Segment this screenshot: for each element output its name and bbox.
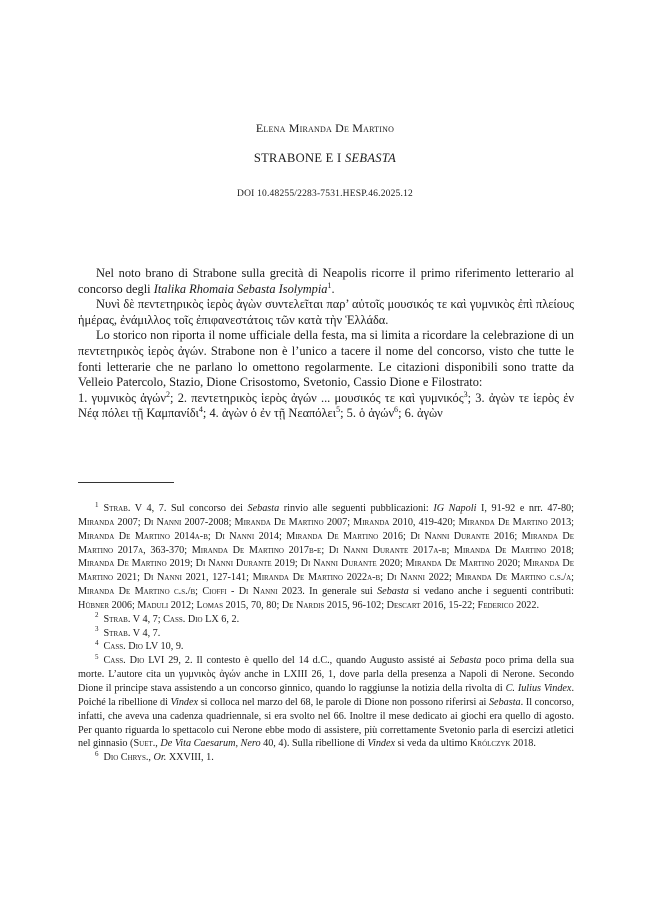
- paragraph-3: Lo storico non riporta il nome ufficiale della festa, ma si limita a ricordare la celebrazione di un πεντετηρικὸς ἱερὸς ἀγών. Strabone non è l’unico a tacere il nome del concorso, visto che tutte le fonti letterarie che ne parlano lo omettono regolarmente. Le citazioni disponibili sono tratte da Velleio Patercolo, Stazio, Dione Crisostomo, Svetonio, Cassio Dione e Filostrato:: [78, 328, 574, 390]
- source-abbrev: Suet.: [133, 738, 156, 750]
- bibliography-refs: Hübner 2006; Maduli 2012; Lomas 2015, 70, 80; De Nardis 2015, 96-102; Descart 2016, 15-22; Federico 2022.: [78, 599, 540, 611]
- source-abbrev: Cass. Dio: [103, 641, 143, 653]
- note-text: V 4, 7. Sul concorso dei: [130, 503, 248, 514]
- note-text: 40, 4). Sulla ribellione di: [260, 738, 368, 750]
- note-italic: IG Napoli: [433, 503, 477, 514]
- cite-5: ; 5. ὁ ἀγών: [340, 406, 395, 421]
- footnote-number: 1: [95, 500, 99, 509]
- footnote-number: 2: [95, 611, 99, 620]
- footnote-2: [78, 613, 574, 627]
- note-text: rinvio alle seguenti pubblicazioni:: [279, 503, 434, 514]
- note-text: In generale sui: [304, 586, 378, 598]
- note-text: si vedano anche i seguenti contributi:: [408, 586, 574, 598]
- cite-4: ; 4. ἀγὼν ὁ ἐν τῇ Νεαπόλει: [202, 406, 337, 421]
- note-italic: Vindex: [170, 696, 199, 708]
- footnote-ref-3: 3: [463, 389, 468, 399]
- title-italic: SEBASTA: [344, 151, 397, 165]
- p1-text: Nel noto brano di Strabone sulla grecità di Neapolis ricorre il primo riferimento letterario al concorso degli: [78, 266, 574, 296]
- doi-line: DOI 10.48255/2283-7531.HESP.46.2025.12: [237, 189, 413, 199]
- footnote-6: [78, 751, 574, 765]
- note-text: ,: [148, 752, 154, 764]
- note-italic: Or.: [153, 752, 167, 764]
- note-text: poco prima della sua morte. L’autore cita un γυμνικὸς ἀγών anche in LXIII 26, 1, dove parla della presenza a Napoli di Nerone. Secondo Dione il principe stava assistendo a un concorso ginnico, quando lo raggiunse la notizia della rivolta di: [78, 655, 574, 694]
- note-text: si veda da ultimo: [395, 738, 471, 750]
- main-text: [78, 266, 574, 422]
- footnote-ref-1: 1: [327, 280, 332, 290]
- source-abbrev: Cass. Dio: [163, 613, 203, 625]
- note-text: . Il concorso, infatti, che aveva una cadenza quadriennale, si era svolto nel 66. Inoltre il mese dedicato ai giochi era quello di agosto. Per quanto riguarda lo spettacolo cui Nerone ebbe modo di assistere, più correttamente Svetonio parla di esercizi atletici nel ginnasio (: [78, 696, 574, 750]
- note-text: XXVIII, 1.: [166, 752, 214, 764]
- title-text: STRABONE E I: [253, 151, 345, 165]
- p1-end: .: [331, 281, 335, 296]
- source-abbrev: Cass. Dio: [103, 655, 145, 667]
- note-text: si colloca nel marzo del 68, le parole di Dione non possono riferirsi ai: [198, 696, 489, 708]
- note-italic: De Vita Caesarum, Nero: [160, 738, 261, 750]
- note-text: .: [533, 738, 536, 750]
- footnote-5: [78, 654, 574, 751]
- bibliography-refs: Miranda 2007; Di Nanni 2007-2008; Miranda De Martino 2007; Miranda 2010, 419-420; Miranda De Martino 2013; Miranda De Martino 2014a-b; Di Nanni 2014; Miranda De Martino 2016; Di Nanni Durante 2016; Miranda De Martino 2017a, 363-370; Miranda De Martino 2017b-e; Di Nanni Durante 2017a-b; Miranda De Martino 2018; Miranda De Martino 2019; Di Nanni Durante 2019; Di Nanni Durante 2020; Miranda De Martino 2020; Miranda De Martino 2021; Di Nanni 2021, 127-141; Miranda De Martino 2022a-b; Di Nanni 2022; Miranda De Martino c.s./a; Miranda De Martino c.s./b; Cioffi - Di Nanni 2023.: [78, 516, 574, 598]
- footnote-number: 4: [95, 639, 99, 648]
- note-italic: Sebasta: [377, 586, 409, 598]
- footnote-1: [78, 502, 574, 613]
- p1-festival-name: Italika Rhomaia Sebasta Isolympia: [153, 281, 328, 296]
- footnote-4: [78, 640, 574, 654]
- footnote-ref-5: 5: [336, 405, 341, 415]
- greek-quote: Νυνὶ δὲ πεντετηρικὸς ἱερὸς ἀγὼν συντελεῖται παρ’ αὐτοῖς μουσικός τε καὶ γυμνικὸς ἐπὶ πλείους ἡμέρας, ἐνάμιλλος τοῖς ἐπιφανεστάτοις τῶν κατὰ τὴν Ἑλλάδα.: [78, 297, 574, 327]
- note-text: . Poiché la ribellione di: [78, 682, 575, 708]
- note-text: LVI 29, 2. Il contesto è quello del 14 d.C., quando Augusto assisté ai: [144, 655, 450, 667]
- note-italic: Vindex: [367, 738, 396, 750]
- author-name: Elena Miranda De Martino: [255, 121, 395, 135]
- note-italic: C. Iulius Vindex: [505, 682, 572, 694]
- cite-2: ; 2. πεντετηρικὸς ἱερὸς ἀγών ... μουσικός τε καὶ γυμνικός: [170, 390, 464, 405]
- cite-6: ; 6. ἀγὼν: [398, 406, 443, 421]
- footnote-ref-2: 2: [166, 389, 171, 399]
- footnote-number: 3: [95, 625, 99, 634]
- footnote-ref-6: 6: [394, 405, 399, 415]
- article-title: [0, 151, 650, 166]
- source-abbrev: Strab.: [103, 613, 131, 625]
- footnote-number: 6: [95, 749, 99, 758]
- source-abbrev: Strab.: [103, 503, 131, 514]
- footnote-number: 5: [95, 652, 99, 661]
- note-italic: Sebasta: [247, 503, 280, 514]
- note-text: V 4, 7;: [130, 613, 164, 625]
- source-abbrev: Strab.: [103, 627, 131, 639]
- footnote-3: [78, 627, 574, 641]
- cite-3: ; 3. ἀγὼν τε ἱερὸς ἐν Νέᾳ πόλει τῇ Καμπανίδι: [78, 390, 575, 421]
- footnotes: [78, 502, 574, 765]
- note-text: I, 91-92 e nrr. 47-80;: [476, 503, 574, 514]
- footnote-separator: [78, 482, 174, 483]
- cite-1: 1. γυμνικὸς ἀγών: [78, 390, 166, 405]
- note-italic: Sebasta: [449, 655, 482, 667]
- source-abbrev: Dio Chrys.: [103, 752, 149, 764]
- footnote-ref-4: 4: [198, 405, 203, 415]
- note-text: LV 10, 9.: [142, 641, 184, 653]
- bibliography-refs: Królczyk 2018: [470, 738, 534, 750]
- note-italic: Sebasta: [488, 696, 521, 708]
- note-text: V 4, 7.: [130, 627, 161, 639]
- paragraph-1: [78, 266, 574, 297]
- citation-list: [78, 391, 574, 422]
- note-text: ,: [155, 738, 161, 750]
- note-text: LX 6, 2.: [202, 613, 240, 625]
